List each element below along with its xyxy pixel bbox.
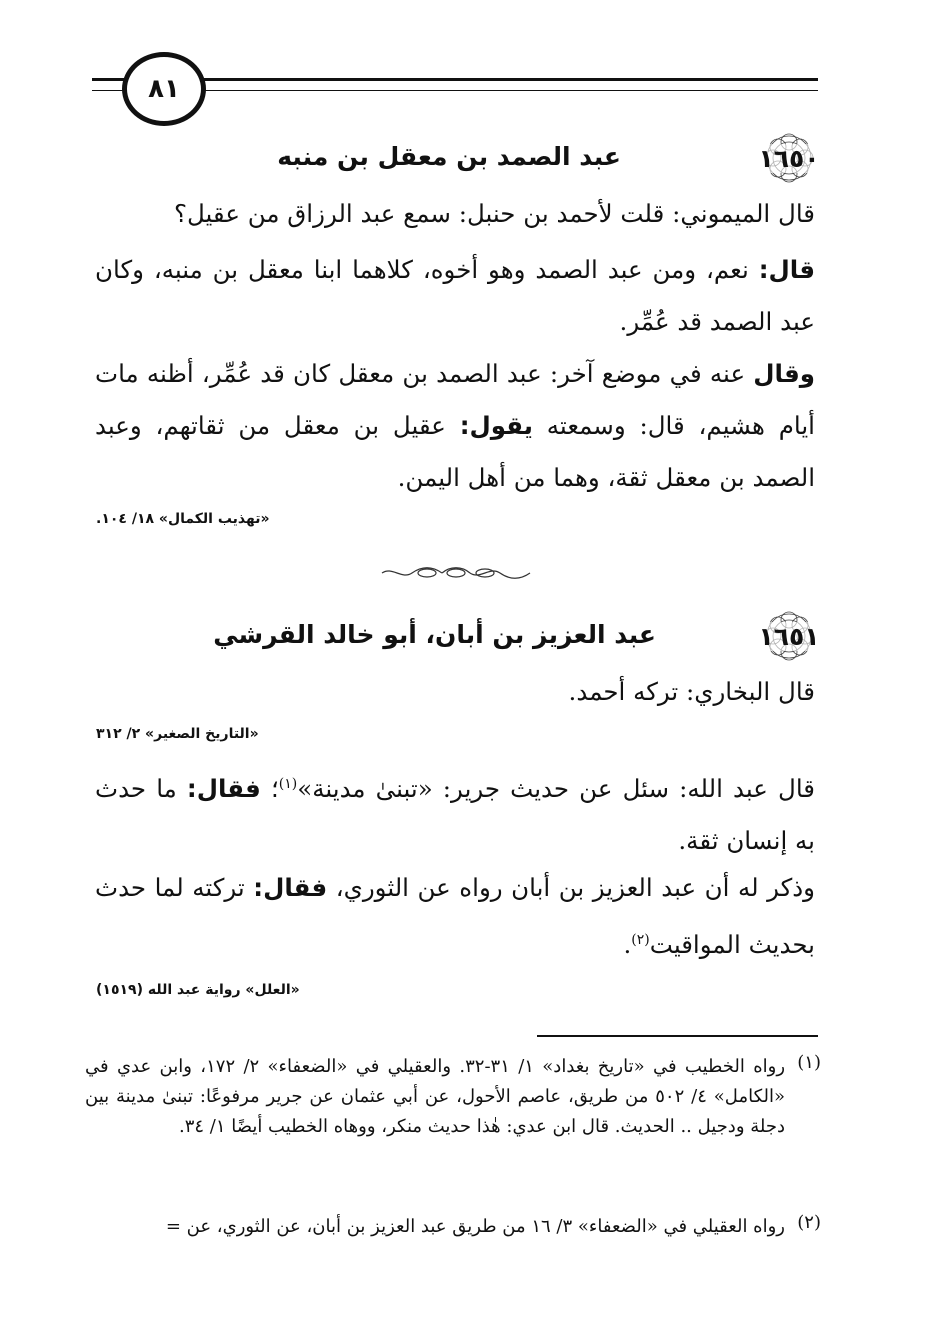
paragraph-text: تركته لما حدث بحديث المواقيت	[95, 873, 815, 960]
footnote-text: رواه العقيلي في «الضعفاء» ٣/ ١٦ من طريق عبد العزيز بن أبان، عن الثوري، عن =	[165, 1216, 785, 1237]
footnote-text: رواه الخطيب في «تاريخ بغداد» ١/ ٣١-٣٢. والعقيلي في «الضعفاء» ٢/ ١٧٢، وابن عدي في «الكامل» ٤/ ٥٠٢ من طريق، عاصم الأحول، عن أبي عثمان عن جرير مرفوعًا: تبنىٰ مدينة بين دجلة ودجيل .. الحديث. قال ابن عدي: هٰذا حديث منكر، ووهاه الخطيب أيضًا ١/ ٣٤.	[85, 1056, 786, 1137]
paragraph-text: قال البخاري: تركه أحمد.	[568, 677, 815, 706]
footnote-number: (٢)	[797, 1212, 821, 1233]
paragraph	[95, 862, 815, 971]
bold-inline: فقال:	[186, 774, 261, 804]
entry-title: عبد العزيز بن أبان، أبو خالد القرشي	[213, 620, 656, 649]
paragraph-text: وذكر له أن عبد العزيز بن أبان رواه عن الثوري،	[327, 873, 815, 902]
paragraph	[95, 348, 815, 504]
paragraph-text: عقيل بن معقل من ثقاتهم، وعبد الصمد بن معقل ثقة، وهما من أهل اليمن.	[95, 411, 815, 492]
bold-lead: قال:	[758, 255, 815, 284]
bold-inline: فقال:	[253, 873, 328, 902]
page-number: ٨١	[122, 52, 206, 126]
entry-number: ١٦٥٠	[758, 143, 820, 173]
source-citation: «العلل» رواية عبد الله (١٥١٩)	[96, 982, 300, 998]
source-citation: «التاريخ الصغير» ٢/ ٣١٢	[96, 726, 259, 742]
footnote-number: (١)	[797, 1052, 821, 1073]
entry-number: ١٦٥١	[758, 621, 820, 651]
footnote-separator	[537, 1035, 818, 1037]
punctuation: ؛	[260, 774, 279, 804]
paragraph	[95, 188, 815, 240]
paragraph	[95, 244, 815, 348]
footnote-ref[interactable]: (١)	[278, 776, 298, 792]
ornamental-divider-icon	[380, 566, 532, 580]
punctuation: .	[623, 930, 632, 960]
entry-number-badge	[756, 133, 822, 183]
paragraph-text: عنه في موضع آخر: عبد الصمد بن معقل كان قد عُمِّر، أظنه مات أيام هشيم، قال: وسمعته	[95, 359, 815, 440]
bold-inline: يقول:	[459, 411, 533, 440]
header-rule-right-thin	[196, 90, 818, 91]
header-rule-right	[196, 78, 818, 81]
paragraph-text: نعم، ومن عبد الصمد وهو أخوه، كلاهما ابنا معقل بن منبه، وكان عبد الصمد قد عُمِّر.	[95, 255, 815, 336]
paragraph-text: قال الميموني: قلت لأحمد بن حنبل: سمع عبد الرزاق من عقيل؟	[173, 199, 815, 228]
footnote-ref[interactable]: (٢)	[631, 932, 650, 948]
paragraph-text: قال عبد الله: سئل عن حديث جرير: «تبنىٰ مدينة»	[297, 774, 816, 804]
paragraph	[95, 758, 815, 867]
source-citation: «تهذيب الكمال» ١٨/ ١٠٤.	[96, 511, 270, 527]
bold-lead: وقال	[753, 359, 815, 388]
entry-number-badge	[756, 611, 822, 661]
entry-title: عبد الصمد بن معقل بن منبه	[277, 142, 621, 171]
paragraph	[95, 666, 815, 718]
paragraph-text: ما حدث به إنسان ثقة.	[95, 774, 815, 856]
